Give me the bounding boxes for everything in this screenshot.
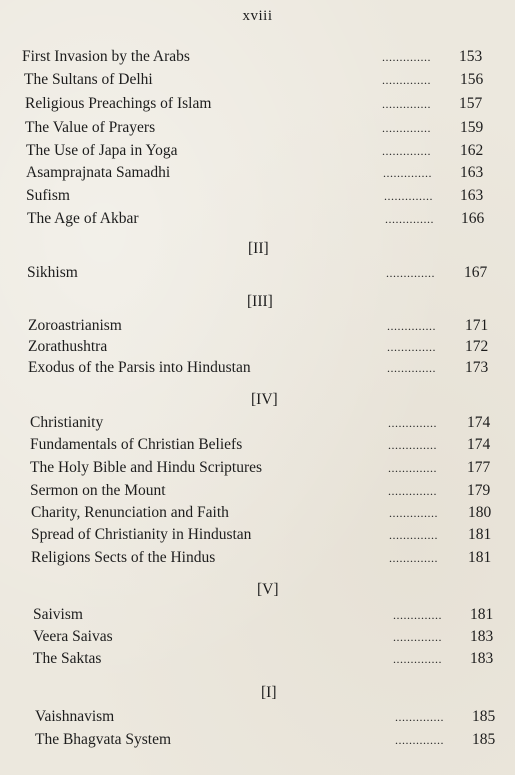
toc-entry-title: The Age of Akbar <box>27 210 139 227</box>
toc-entry-leader: .............. <box>385 212 434 226</box>
section-marker: [V] <box>257 581 279 598</box>
toc-entry-leader: .............. <box>383 166 432 180</box>
toc-entry-page: 180 <box>468 504 492 521</box>
toc-entry-title: The Saktas <box>33 650 102 667</box>
toc-entry-title: Sikhism <box>27 264 78 281</box>
toc-entry-title: Veera Saivas <box>33 628 113 645</box>
toc-entry-title: Sufism <box>26 187 70 204</box>
toc-entry-page: 177 <box>467 459 491 476</box>
toc-entry-title: Zoroastrianism <box>28 317 122 334</box>
section-marker: [I] <box>261 684 277 701</box>
toc-entry-page: 167 <box>464 264 488 281</box>
toc-entry-title: The Holy Bible and Hindu Scriptures <box>30 459 263 476</box>
toc-entry-leader: .............. <box>382 50 431 64</box>
toc-entry-page: 181 <box>470 606 494 623</box>
toc-entry-leader: .............. <box>389 551 438 565</box>
toc-entry-page: 157 <box>459 95 483 112</box>
toc-entry-page: 163 <box>460 187 484 204</box>
page-number: xviii <box>242 8 273 24</box>
toc-entry-leader: .............. <box>393 652 442 666</box>
toc-entry-page: 156 <box>460 71 484 88</box>
toc-entry-leader: .............. <box>382 97 431 111</box>
toc-entry-page: 181 <box>468 549 492 566</box>
toc-entry-page: 183 <box>470 650 494 667</box>
toc-entry-page: 162 <box>460 142 484 159</box>
toc-entry-page: 174 <box>467 436 491 453</box>
toc-entry-page: 185 <box>472 731 496 748</box>
toc-entry-title: Religious Preachings of Islam <box>25 95 212 112</box>
toc-entry-leader: .............. <box>386 266 435 280</box>
toc-entry-leader: .............. <box>382 144 431 158</box>
toc-entry-leader: .............. <box>388 438 437 452</box>
toc-entry-page: 171 <box>465 317 489 334</box>
toc-entry-title: Spread of Christianity in Hindustan <box>31 526 252 543</box>
toc-entry-page: 159 <box>460 119 484 136</box>
toc-entry-page: 166 <box>461 210 485 227</box>
toc-entry-leader: .............. <box>388 484 437 498</box>
toc-entry-leader: .............. <box>382 73 431 87</box>
toc-entry-title: Sermon on the Mount <box>30 482 166 499</box>
toc-entry-leader: .............. <box>393 630 442 644</box>
toc-entry-title: Asamprajnata Samadhi <box>26 164 171 181</box>
toc-entry-leader: .............. <box>395 710 444 724</box>
toc-entry-leader: .............. <box>388 416 437 430</box>
toc-entry-title: The Sultans of Delhi <box>24 71 153 88</box>
toc-entry-page: 185 <box>472 708 496 725</box>
toc-entry-title: Exodus of the Parsis into Hindustan <box>28 359 251 376</box>
toc-entry-title: Vaishnavism <box>35 708 115 725</box>
toc-entry-page: 181 <box>468 526 492 543</box>
toc-entry-leader: .............. <box>388 461 437 475</box>
toc-entry-title: Saivism <box>33 606 83 623</box>
toc-entry-title: The Value of Prayers <box>25 119 156 136</box>
toc-entry-leader: .............. <box>382 121 431 135</box>
toc-entry-page: 172 <box>465 338 489 355</box>
section-marker: [III] <box>247 293 273 310</box>
toc-entry-title: Religions Sects of the Hindus <box>31 549 216 566</box>
toc-entry-title: Christianity <box>30 414 104 431</box>
toc-entry-page: 163 <box>460 164 484 181</box>
toc-entry-page: 179 <box>467 482 491 499</box>
toc-entry-page: 183 <box>470 628 494 645</box>
toc-entry-leader: .............. <box>387 319 436 333</box>
section-marker: [II] <box>248 240 269 257</box>
toc-entry-title: Charity, Renunciation and Faith <box>31 504 229 521</box>
toc-entry-leader: .............. <box>387 361 436 375</box>
toc-entry-page: 173 <box>465 359 489 376</box>
toc-entry-title: Zorathushtra <box>28 338 108 355</box>
toc-entry-title: First Invasion by the Arabs <box>22 48 190 65</box>
toc-entry-leader: .............. <box>393 608 442 622</box>
toc-entry-page: 174 <box>467 414 491 431</box>
toc-entry-leader: .............. <box>387 340 436 354</box>
toc-entry-leader: .............. <box>389 506 438 520</box>
section-marker: [IV] <box>251 391 278 408</box>
toc-entry-leader: .............. <box>384 189 433 203</box>
toc-entry-leader: .............. <box>389 528 438 542</box>
toc-entry-title: The Use of Japa in Yoga <box>26 142 178 159</box>
toc-entry-title: The Bhagvata System <box>35 731 172 748</box>
toc-entry-title: Fundamentals of Christian Beliefs <box>30 436 243 453</box>
toc-entry-page: 153 <box>459 48 483 65</box>
toc-entry-leader: .............. <box>395 733 444 747</box>
